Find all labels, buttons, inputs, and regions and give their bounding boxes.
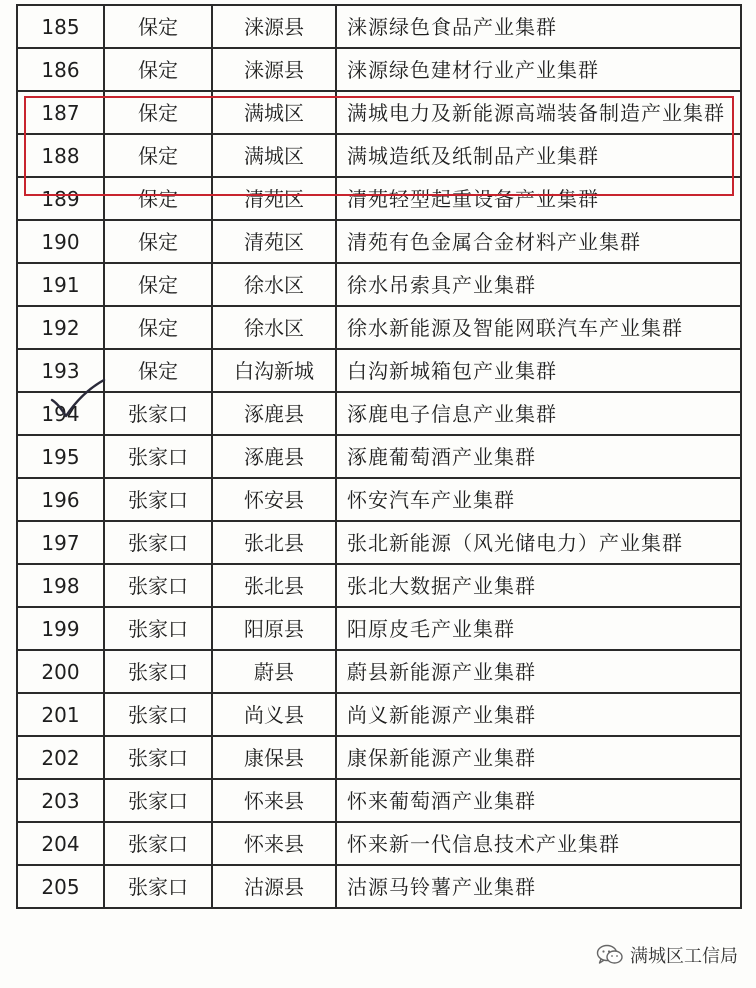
county-cell: 涿鹿县 [212, 392, 336, 435]
row-number: 187 [17, 91, 104, 134]
county-cell: 徐水区 [212, 306, 336, 349]
county-cell: 尚义县 [212, 693, 336, 736]
city-cell: 张家口 [104, 865, 212, 908]
table-row [17, 435, 741, 478]
city-cell: 保定 [104, 263, 212, 306]
city-cell: 张家口 [104, 650, 212, 693]
county-cell: 康保县 [212, 736, 336, 779]
row-number: 191 [17, 263, 104, 306]
cluster-name-cell: 徐水吊索具产业集群 [336, 263, 741, 306]
row-number: 205 [17, 865, 104, 908]
county-cell: 白沟新城 [212, 349, 336, 392]
cluster-name-cell: 满城电力及新能源高端装备制造产业集群 [336, 91, 741, 134]
row-number: 192 [17, 306, 104, 349]
cluster-name-cell: 康保新能源产业集群 [336, 736, 741, 779]
cluster-name-cell: 蔚县新能源产业集群 [336, 650, 741, 693]
city-cell: 张家口 [104, 736, 212, 779]
row-number: 201 [17, 693, 104, 736]
table-row [17, 134, 741, 177]
cluster-name-cell: 沽源马铃薯产业集群 [336, 865, 741, 908]
cluster-name-cell: 清苑有色金属合金材料产业集群 [336, 220, 741, 263]
city-cell: 张家口 [104, 693, 212, 736]
table-row [17, 220, 741, 263]
row-number: 198 [17, 564, 104, 607]
county-cell: 怀安县 [212, 478, 336, 521]
row-number: 185 [17, 5, 104, 48]
county-cell: 涞源县 [212, 5, 336, 48]
cluster-name-cell: 涞源绿色食品产业集群 [336, 5, 741, 48]
county-cell: 徐水区 [212, 263, 336, 306]
cluster-name-cell: 尚义新能源产业集群 [336, 693, 741, 736]
table-row [17, 865, 741, 908]
table-row [17, 736, 741, 779]
cluster-name-cell: 白沟新城箱包产业集群 [336, 349, 741, 392]
row-number: 199 [17, 607, 104, 650]
city-cell: 张家口 [104, 392, 212, 435]
city-cell: 张家口 [104, 435, 212, 478]
cluster-name-cell: 怀安汽车产业集群 [336, 478, 741, 521]
city-cell: 张家口 [104, 822, 212, 865]
table-row [17, 349, 741, 392]
city-cell: 保定 [104, 48, 212, 91]
table-row [17, 177, 741, 220]
table-row [17, 521, 741, 564]
table-row [17, 650, 741, 693]
county-cell: 满城区 [212, 91, 336, 134]
table-row [17, 779, 741, 822]
city-cell: 张家口 [104, 478, 212, 521]
county-cell: 涿鹿县 [212, 435, 336, 478]
cluster-name-cell: 张北大数据产业集群 [336, 564, 741, 607]
row-number: 194 [17, 392, 104, 435]
row-number: 203 [17, 779, 104, 822]
table-row [17, 306, 741, 349]
county-cell: 清苑区 [212, 220, 336, 263]
table-row [17, 5, 741, 48]
cluster-name-cell: 怀来葡萄酒产业集群 [336, 779, 741, 822]
table-row [17, 91, 741, 134]
county-cell: 清苑区 [212, 177, 336, 220]
row-number: 195 [17, 435, 104, 478]
cluster-name-cell: 阳原皮毛产业集群 [336, 607, 741, 650]
city-cell: 张家口 [104, 607, 212, 650]
cluster-name-cell: 涿鹿葡萄酒产业集群 [336, 435, 741, 478]
row-number: 196 [17, 478, 104, 521]
table-row [17, 478, 741, 521]
cluster-name-cell: 满城造纸及纸制品产业集群 [336, 134, 741, 177]
table-row [17, 392, 741, 435]
city-cell: 保定 [104, 220, 212, 263]
row-number: 193 [17, 349, 104, 392]
county-cell: 张北县 [212, 564, 336, 607]
row-number: 189 [17, 177, 104, 220]
cluster-name-cell: 怀来新一代信息技术产业集群 [336, 822, 741, 865]
city-cell: 张家口 [104, 564, 212, 607]
city-cell: 张家口 [104, 779, 212, 822]
row-number: 204 [17, 822, 104, 865]
city-cell: 保定 [104, 5, 212, 48]
row-number: 188 [17, 134, 104, 177]
account-watermark [596, 942, 738, 968]
county-cell: 怀来县 [212, 779, 336, 822]
industry-cluster-table [16, 4, 742, 909]
county-cell: 涞源县 [212, 48, 336, 91]
cluster-name-cell: 清苑轻型起重设备产业集群 [336, 177, 741, 220]
row-number: 202 [17, 736, 104, 779]
county-cell: 阳原县 [212, 607, 336, 650]
city-cell: 保定 [104, 306, 212, 349]
table-row [17, 48, 741, 91]
cluster-name-cell: 涿鹿电子信息产业集群 [336, 392, 741, 435]
row-number: 197 [17, 521, 104, 564]
table-row [17, 564, 741, 607]
city-cell: 保定 [104, 349, 212, 392]
watermark-text: 满城区工信局 [630, 946, 738, 967]
table-row [17, 693, 741, 736]
cluster-name-cell: 徐水新能源及智能网联汽车产业集群 [336, 306, 741, 349]
row-number: 190 [17, 220, 104, 263]
cluster-name-cell: 涞源绿色建材行业产业集群 [336, 48, 741, 91]
table-row [17, 822, 741, 865]
table-row [17, 263, 741, 306]
city-cell: 保定 [104, 91, 212, 134]
table-row [17, 607, 741, 650]
cluster-name-cell: 张北新能源（风光储电力）产业集群 [336, 521, 741, 564]
county-cell: 蔚县 [212, 650, 336, 693]
city-cell: 保定 [104, 134, 212, 177]
county-cell: 沽源县 [212, 865, 336, 908]
city-cell: 张家口 [104, 521, 212, 564]
city-cell: 保定 [104, 177, 212, 220]
county-cell: 满城区 [212, 134, 336, 177]
row-number: 200 [17, 650, 104, 693]
county-cell: 张北县 [212, 521, 336, 564]
row-number: 186 [17, 48, 104, 91]
county-cell: 怀来县 [212, 822, 336, 865]
wechat-icon [596, 944, 624, 966]
